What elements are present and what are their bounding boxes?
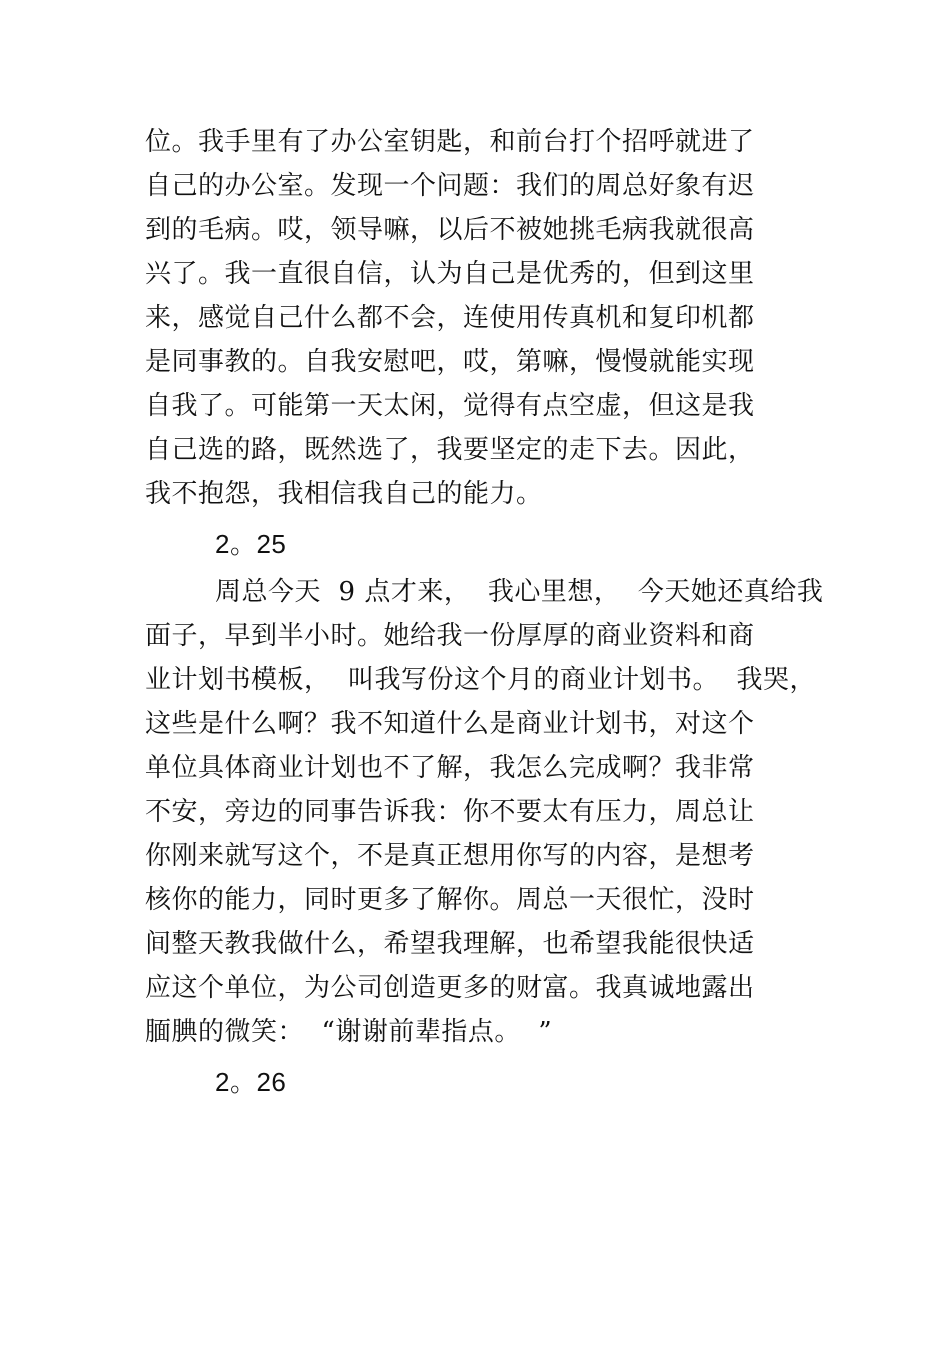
- text-line: 自我了。可能第一天太闲，觉得有点空虚，但这是我: [145, 391, 755, 421]
- text-line: 我不抱怨，我相信我自己的能力。: [145, 479, 543, 509]
- text-line: 不安，旁边的同事告诉我：你不要太有压力，周总让: [145, 797, 755, 827]
- text-line: 位。我手里有了办公室钥匙，和前台打个招呼就进了: [145, 127, 755, 157]
- date-heading: 2。25: [215, 529, 287, 559]
- text-line: 单位具体商业计划也不了解，我怎么完成啊？我非常: [145, 753, 755, 783]
- text-line: 这些是什么啊？我不知道什么是商业计划书，对这个: [145, 709, 755, 739]
- text-line: 来，感觉自己什么都不会，连使用传真机和复印机都: [145, 303, 755, 333]
- text-line: 你刚来就写这个，不是真正想用你写的内容，是想考: [145, 841, 755, 871]
- text-line: 是同事教的。自我安慰吧，哎，第嘛，慢慢就能实现: [145, 347, 755, 377]
- text-line: 周总今天 9 点才来， 我心里想， 今天她还真给我: [215, 577, 824, 607]
- date-heading: 2。26: [215, 1067, 287, 1097]
- text-line: 自己选的路，既然选了，我要坚定的走下去。因此，: [145, 435, 755, 465]
- text-line: 业计划书模板， 叫我写份这个月的商业计划书。 我哭，: [145, 665, 817, 695]
- text-line: 应这个单位，为公司创造更多的财富。我真诚地露出: [145, 973, 755, 1003]
- text-line: 到的毛病。哎，领导嘛，以后不被她挑毛病我就很高: [145, 215, 755, 245]
- text-line: 腼腆的微笑： “谢谢前辈指点。 ”: [145, 1017, 553, 1047]
- text-line: 兴了。我一直很自信，认为自己是优秀的，但到这里: [145, 259, 755, 289]
- text-line: 面子，早到半小时。她给我一份厚厚的商业资料和商: [145, 621, 755, 651]
- text-line: 自己的办公室。发现一个问题：我们的周总好象有迟: [145, 171, 755, 201]
- text-line: 间整天教我做什么，希望我理解，也希望我能很快适: [145, 929, 755, 959]
- text-line: 核你的能力，同时更多了解你。周总一天很忙，没时: [145, 885, 755, 915]
